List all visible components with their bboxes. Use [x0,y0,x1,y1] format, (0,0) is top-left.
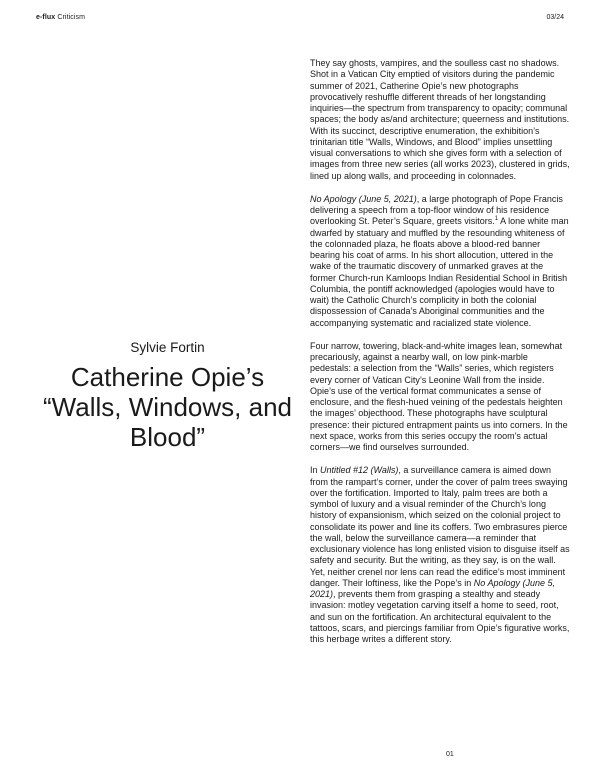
section-name: Criticism [57,14,86,21]
article-author: Sylvie Fortin [130,340,205,355]
paragraph-4: In Untitled #12 (Walls), a surveillance camera is aimed down from the rampart’s corner, under the cover of palm trees swaying over the fortification. Imported to Italy, palm trees are both a symbol of luxury and a visual reminder of the Church’s long history of expansionism, which seized on the colonial project to consolidate its power and line its coffers. Two embrasures pierce the wall, below the surveillance camera—a reminder that exclusionary violence has long enlisted vision to disguise itself as safety and security. But the writing, as they say, is on the wall. Yet, neither crenel nor lens can read the edifice’s most imminent danger. Their loftiness, like the Pope’s in No Apology (June 5, 2021), prevents them from grasping a stealthy and steady invasion: motley vegetation carving itself a home to seed, root, and sun on the fortification. An architectural equivalent to the tattoos, scars, and piercings familiar from Opie’s figurative works, this herbage writes a different story. [310,465,570,644]
artwork-title: No Apology (June 5, 2021) [310,193,417,204]
paragraph-2: No Apology (June 5, 2021), a large photograph of Pope Francis delivering a speech from a top-floor window of his residence overlooking St. Peter’s Square, greets visitors.$^1$ A lone white man dwarfed by statuary and muffled by the resounding whiteness of the colonnaded plaza, he floats above a blood-red banner bearing his coat of arms. In his short allocution, uttered in the wake of the traumatic discovery of unmarked graves at the former Church-run Kamloops Indian Residential School in British Columbia, the pontiff acknowledged (apologies would have to wait) the Catholic Church’s complicity in both the colonial dispossession of Canada’s Aboriginal communities and the accompanying systematic and racialized state violence. [310,193,569,328]
brand-name: e-flux [36,14,56,21]
paragraph-3: Four narrow, towering, black-and-white images lean, somewhat precariously, against a nearby wall, on low pink-marble pedestals: a selection from the “Walls” series, which registers every corner of Vatican City’s Leonine Wall from the inside. Opie’s use of the vertical format communicates a sense of enclosure, and the flesh-hued veining of the pedestals heighten the images’ objecthood. These photographs have sculptural presence: their pictured entrapment paints us into corners. In the next space, works from this series occupy the room’s actual corners—we find ourselves surrounded. [310,340,568,452]
page-reference: 03/24 [546,14,564,21]
artwork-title: No Apology (June 5, 2021) [310,577,555,599]
footnote-marker[interactable]: 1 [494,216,499,223]
article-title: Catherine Opie’s “Walls, Windows, and Blood” [43,362,292,452]
page-number: 01 [446,751,454,758]
artwork-title: Untitled #12 (Walls) [320,465,399,476]
publication-header [36,14,85,21]
article-body [310,58,570,657]
paragraph-1: They say ghosts, vampires, and the soulless cast no shadows. Shot in a Vatican City emptied of visitors during the pandemic summer of 2021, Catherine Opie’s new photographs provocatively reshuffle different threads of her longstanding inquiries—the spectrum from transparency to opacity; communal spaces; the body as/and architecture; queerness and institutions. With its succinct, descriptive enumeration, the exhibition’s trinitarian title “Walls, Windows, and Blood” implies unsettling visual conversations to which she gives form with a selection of images from three new series (all works 2023), clustered in grids, lined up along walls, and proceeding in colonnades. [310,58,570,181]
